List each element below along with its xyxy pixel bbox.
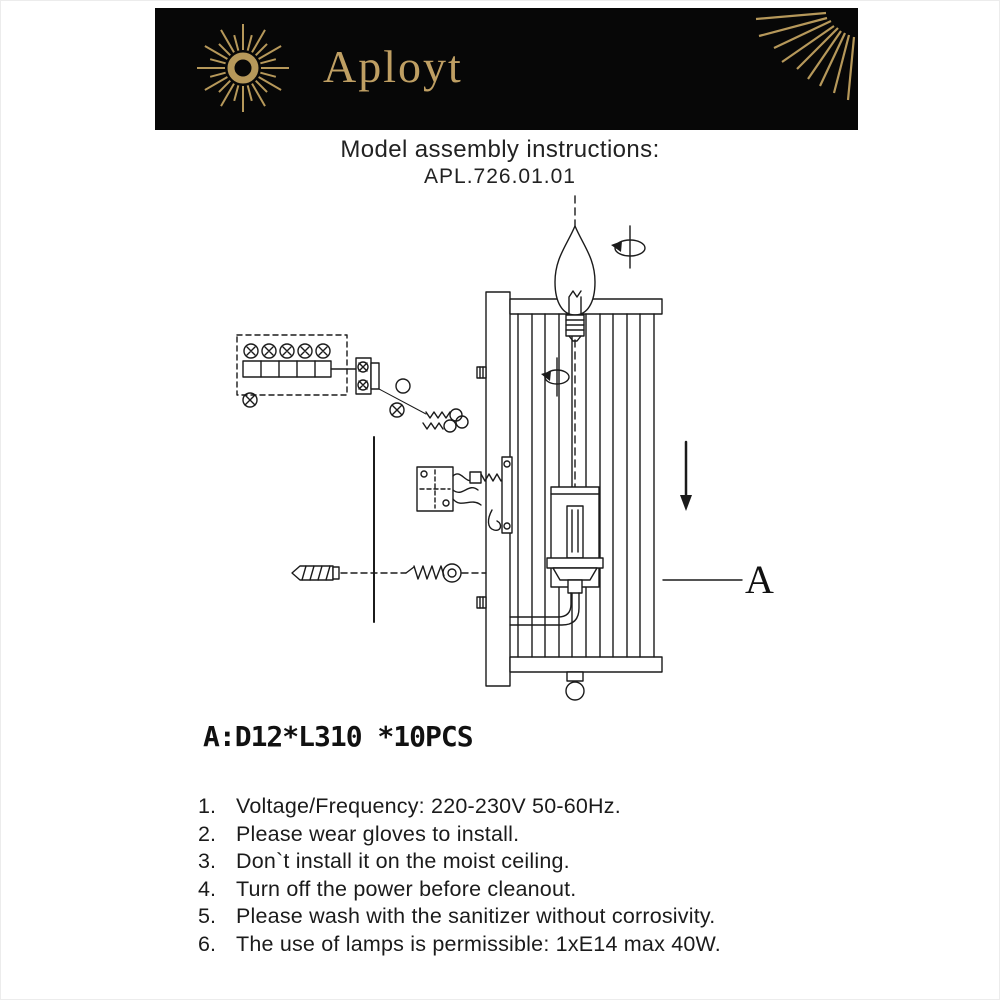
wall-anchor-icon — [292, 566, 339, 580]
instruction-item — [198, 849, 858, 877]
instruction-number: 4. — [198, 876, 216, 901]
screws-icon — [423, 409, 468, 432]
instruction-item — [198, 932, 858, 960]
instruction-item — [198, 794, 858, 822]
instruction-text: Voltage/Frequency: 220-230V 50-60Hz. — [236, 794, 621, 818]
instruction-number: 5. — [198, 904, 216, 929]
instruction-text: Turn off the power before cleanout. — [236, 876, 577, 901]
rotate-arrow-top-icon — [611, 226, 645, 268]
part-spec: A:D12*L310 *10PCS — [203, 720, 473, 753]
instruction-item — [198, 822, 858, 850]
model-number: APL.726.01.01 — [424, 165, 576, 188]
instruction-text: Please wear gloves to install. — [236, 821, 520, 846]
instruction-text: Don`t install it on the moist ceiling. — [236, 849, 570, 874]
instruction-item — [198, 877, 858, 905]
instruction-number: 6. — [198, 931, 216, 956]
candle-holder — [510, 487, 603, 625]
terminal-block-icon — [237, 335, 426, 417]
down-arrow-icon — [680, 442, 692, 511]
instruction-item — [198, 904, 858, 932]
instruction-number: 2. — [198, 821, 216, 846]
instruction-text: The use of lamps is permissible: 1xE14 max 40W. — [236, 931, 721, 956]
page-title: Model assembly instructions: — [340, 136, 660, 163]
bulb-icon — [555, 226, 595, 341]
part-label-a: A — [745, 557, 774, 602]
instruction-text: Please wash with the sanitizer without corrosivity. — [236, 904, 716, 929]
instructions-list — [198, 794, 858, 960]
screw-icon — [406, 564, 461, 582]
instruction-number: 3. — [198, 849, 216, 874]
brand-name: Aployt — [323, 41, 463, 92]
instruction-number: 1. — [198, 794, 216, 818]
